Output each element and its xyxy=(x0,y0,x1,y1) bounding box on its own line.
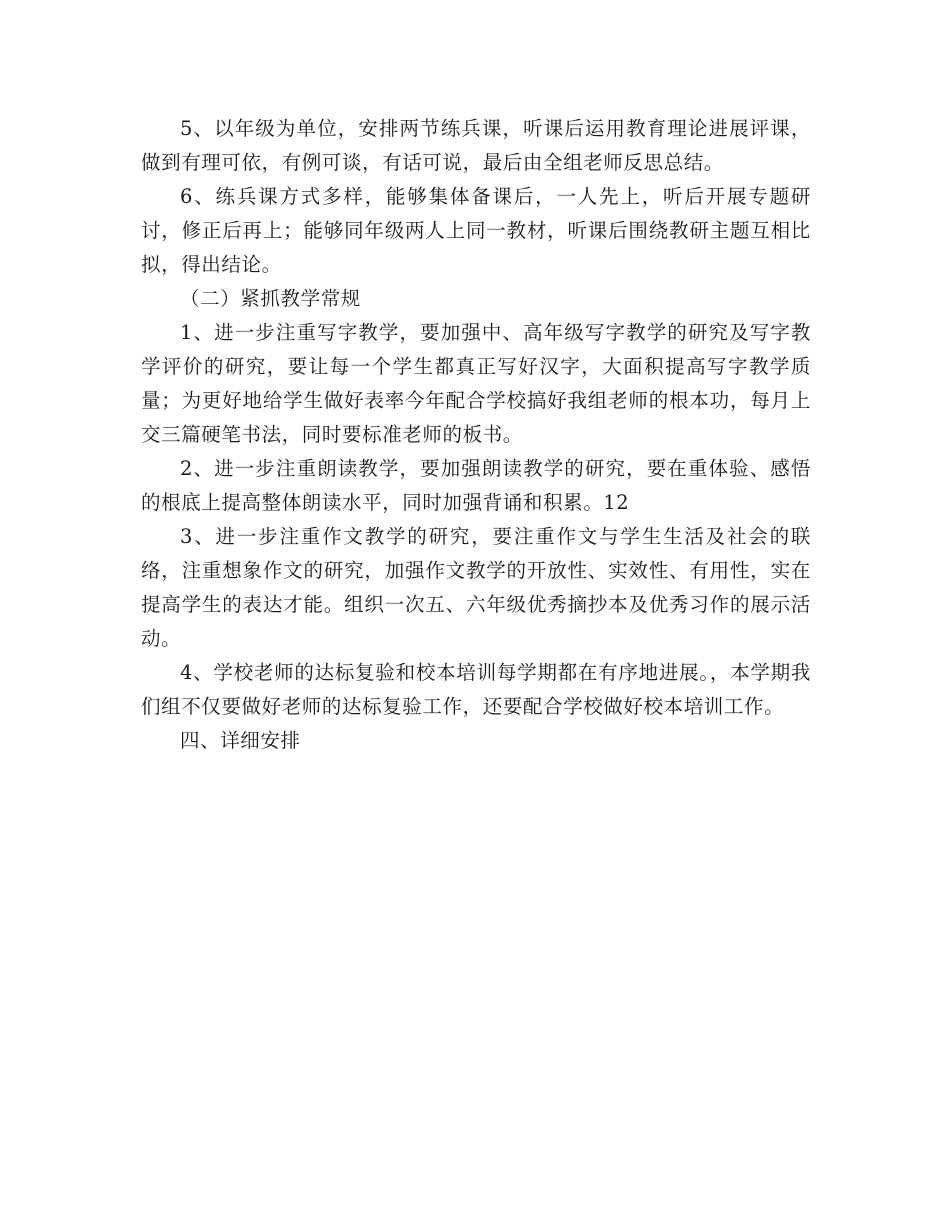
paragraph-item-6: 6、练兵课方式多样，能够集体备课后，一人先上，听后开展专题研讨，修正后再上；能够同年级两人上同一教材，听课后围绕教研主题互相比拟，得出结论。 xyxy=(141,185,811,276)
paragraph-item-1: 1、进一步注重写字教学，要加强中、高年级写字教学的研究及写字教学评价的研究，要让每一个学生都真正写好汉字，大面积提高写字教学质量；为更好地给学生做好表率今年配合学校搞好我组老师的根本功，每月上交三篇硬笔书法，同时要标准老师的板书。 xyxy=(141,321,811,446)
paragraph-item-2: 2、进一步注重朗读教学，要加强朗读教学的研究，要在重体验、感悟的根底上提高整体朗读水平，同时加强背诵和积累。12 xyxy=(141,457,811,514)
document-body xyxy=(141,112,811,758)
paragraph-item-3: 3、进一步注重作文教学的研究，要注重作文与学生生活及社会的联络，注重想象作文的研究，加强作文教学的开放性、实效性、有用性，实在提高学生的表达才能。组织一次五、六年级优秀摘抄本及优秀习作的展示活动。 xyxy=(141,525,811,650)
section-heading-detailed-plan: 四、详细安排 xyxy=(180,729,301,752)
section-heading-teaching-routine: （二）紧抓教学常规 xyxy=(180,287,361,310)
paragraph-item-5: 5、以年级为单位，安排两节练兵课，听课后运用教育理论进展评课，做到有理可依，有例可谈，有话可说，最后由全组老师反思总结。 xyxy=(141,117,811,174)
paragraph-item-4: 4、学校老师的达标复验和校本培训每学期都在有序地进展。，本学期我们组不仅要做好老师的达标复验工作，还要配合学校做好校本培训工作。 xyxy=(141,661,811,718)
